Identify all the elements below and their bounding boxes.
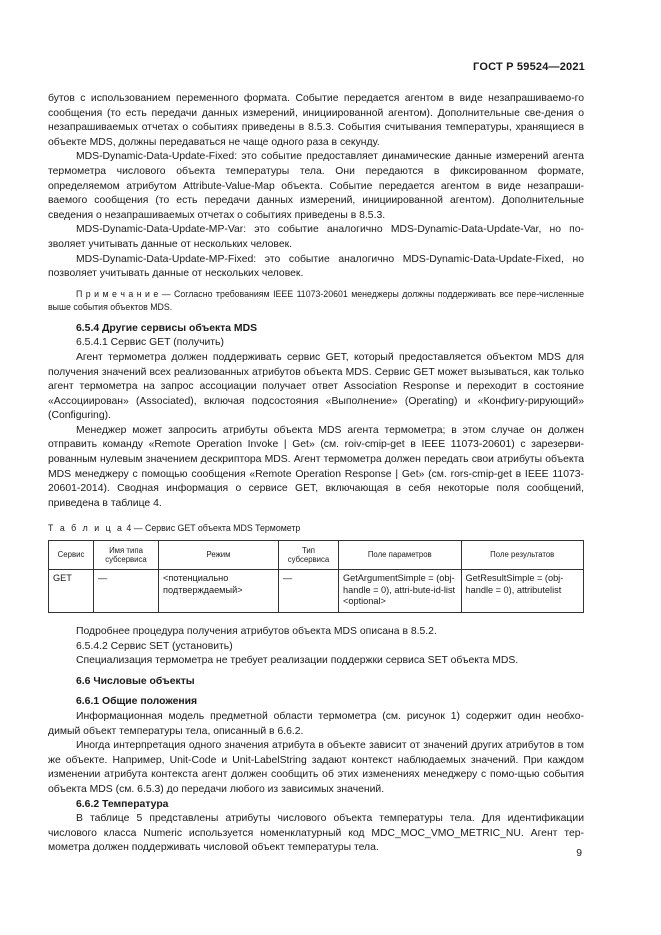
cell-parameters-field: GetArgumentSimple = (obj-handle = 0), attri-bute-id-list <optional> bbox=[339, 570, 462, 613]
header-subservice-type-name: Имя типа субсервиса bbox=[94, 541, 159, 570]
paragraph-information-model: Информационная модель предметной области термометра (см. рисунок 1) содержит один необхо-димый объект температуры тела, описанный в 6.6.2. bbox=[48, 711, 584, 737]
paragraph-set-service: Специализация термометра не требует реализации поддержки сервиса SET объекта MDS. bbox=[76, 655, 519, 667]
table-caption-text: 4 — Сервис GET объекта MDS Термометр bbox=[123, 523, 301, 534]
cell-service: GET bbox=[49, 570, 94, 613]
paragraph-get-procedure: Подробнее процедура получения атрибутов объекта MDS описана в 8.5.2. bbox=[76, 626, 437, 638]
paragraph-attribute-context: Иногда интерпретация одного значения атрибута в объекте зависит от значений других атрибутов в том же объекте. Например, Unit-Code и Unit-LabelString задают контекст наблюдаемых значений. При каждом изменении атрибута контекста агент должен сообщить об этих изменениях менеджеру с помо-щью события объекта MDS (см. 6.5.3) до передачи любого из зависимых значений. bbox=[48, 740, 584, 795]
note bbox=[48, 288, 584, 314]
paragraph-continuation: бутов с использованием переменного формата. Событие передается агентом в виде незапрашиваемо-го сообщения (то есть передачи данных измерений, инициированной агентом). Дополнительные све-дения о незапрашиваемых отчетах о событиях приведены в 8.5.3. События считывания температуры, хранящиеся в объекте MDS, должны передаваться не чаще одного раза в секунду. bbox=[48, 93, 584, 148]
paragraph-get-service: Агент термометра должен поддерживать сервис GET, который предоставляется объектом MDS для получения значений всех реализованных атрибутов объекта MDS. Сервис GET может вызываться, как только агент термометра на запрос ассоциации получает ответ Association Response и переходит в состояние «Ассоциирован» (Associated), включая подсостояния «Выполнение» (Operating) и «Конфигу-рирующий» (Configuring). bbox=[48, 351, 584, 422]
document-number-header: ГОСТ Р 59524—2021 bbox=[473, 61, 585, 73]
header-mode: Режим bbox=[159, 541, 279, 570]
page-body bbox=[48, 92, 584, 856]
table-header-row bbox=[49, 541, 584, 570]
cell-subservice-type: — bbox=[279, 570, 339, 613]
subsection-6-5-4-1-heading: 6.5.4.1 Сервис GET (получить) bbox=[76, 337, 224, 349]
paragraph-mp-fixed: MDS-Dynamic-Data-Update-MP-Fixed: это событие аналогично MDS-Dynamic-Data-Update-Fixed, но позволяет учитывать данные от нескольких человек. bbox=[48, 253, 584, 280]
cell-subservice-type-name: — bbox=[94, 570, 159, 613]
subsection-6-6-2-heading: 6.6.2 Температура bbox=[76, 798, 169, 810]
header-service: Сервис bbox=[49, 541, 94, 570]
table-caption-label: Т а б л и ц а bbox=[48, 523, 124, 534]
page-number: 9 bbox=[576, 848, 582, 859]
table-row bbox=[49, 570, 584, 613]
subsection-6-5-4-2-heading: 6.5.4.2 Сервис SET (установить) bbox=[76, 640, 233, 652]
cell-mode: <потенциально подтверждаемый> bbox=[159, 570, 279, 613]
section-6-5-4-heading: 6.5.4 Другие сервисы объекта MDS bbox=[76, 322, 258, 334]
note-label: П р и м е ч а н и е bbox=[76, 288, 159, 299]
section-6-6-heading: 6.6 Числовые объекты bbox=[76, 675, 195, 687]
note-text: — Согласно требованиям IEEE 11073-20601 менеджеры должны поддерживать все пере-численные выше события объектов MDS. bbox=[48, 288, 584, 312]
cell-results-field: GetResultSimple = (obj-handle = 0), attributelist bbox=[461, 570, 584, 613]
header-parameters-field: Поле параметров bbox=[339, 541, 462, 570]
paragraph-dynamic-fixed: MDS-Dynamic-Data-Update-Fixed: это событие предоставляет динамические данные измерений агента термометра числового объекта температуры тела. Они передаются в фиксированном формате, определяемом атрибутом Attribute-Value-Map объекта. Событие передается агентом в виде незапраши-ваемого сообщения (то есть передачи данных измерений, инициированной агентом). Дополнительные сведения о незапрашиваемых отчетах о событиях приведены в 8.5.3. bbox=[48, 151, 584, 221]
table-4-caption bbox=[48, 521, 584, 536]
paragraph-manager-request: Менеджер может запросить атрибуты объекта MDS агента термометра; в этом случае он должен отправить команду «Remote Operation Invoke | Get» (см. roiv-cmip-get в IEEE 11073-20601) с зарезерви-рованным нулевым значением дескриптора MDS. Агент термометра должен передать свои атрибуты объекта MDS менеджеру с помощью сообщения «Remote Operation Response | Get» (см. rors-cmip-get в IEEE 11073-20601-2014). Сводная информация о сервисе GET, включающая в себя некоторые поля сообщений, приведена в таблице 4. bbox=[48, 424, 584, 509]
header-subservice-type: Тип субсервиса bbox=[279, 541, 339, 570]
header-results-field: Поле результатов bbox=[461, 541, 584, 570]
paragraph-temperature: В таблице 5 представлены атрибуты числового объекта температуры тела. Для идентификации числового класса Numeric используется номенклатурный код MDC_MOC_VMO_METRIC_NU. Агент тер-мометра должен поддерживать числовой объект температуры тела. bbox=[48, 813, 584, 854]
table-4-get-service bbox=[48, 540, 584, 613]
subsection-6-6-1-heading: 6.6.1 Общие положения bbox=[76, 696, 198, 708]
paragraph-mp-var: MDS-Dynamic-Data-Update-MP-Var: это событие аналогично MDS-Dynamic-Data-Update-Var, но по-зволяет учитывать данные от нескольких человек. bbox=[48, 224, 584, 250]
